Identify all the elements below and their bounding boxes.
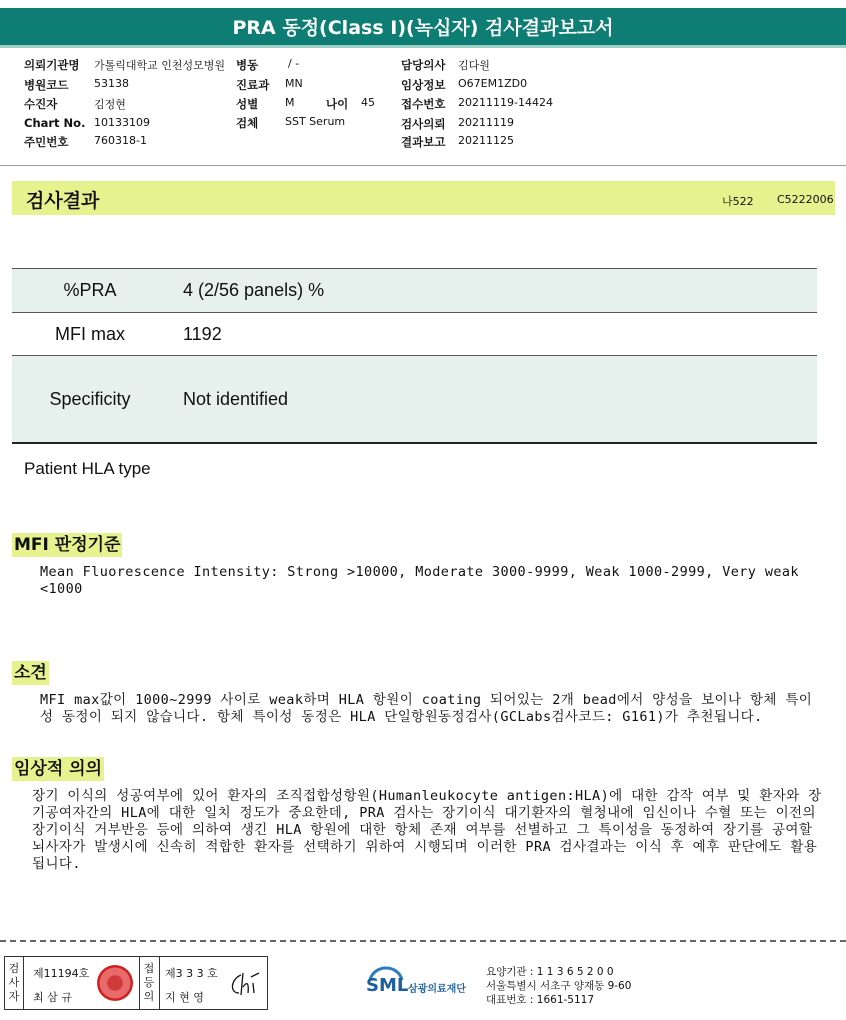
confirm-name: 지 현 영 <box>165 991 204 1004</box>
report-title: PRA 동정(Class I)(녹십자) 검사결과보고서 <box>0 8 846 48</box>
finding-title: 소견 <box>14 663 47 683</box>
confirm-license: 제3 3 3 호 <box>165 967 218 980</box>
clinical-title: 임상적 의의 <box>14 759 103 779</box>
inspector-name: 최 삼 규 <box>33 991 72 1004</box>
patient-hla-type: Patient HLA type <box>24 459 151 478</box>
request-label: 검사의뢰 <box>401 117 446 131</box>
report-label: 결과보고 <box>401 135 446 149</box>
requester-value: 가톨릭대학교 인천성모병원 <box>94 59 226 72</box>
seal-icon <box>97 965 133 1001</box>
table-row <box>12 356 817 444</box>
signature-icon <box>227 969 263 999</box>
row-value: 1192 <box>183 324 222 344</box>
divider <box>23 957 24 1009</box>
age-label: 나이 <box>326 97 349 111</box>
hospital-code-label: 병원코드 <box>24 78 69 92</box>
doctor-value: 김다원 <box>458 59 490 72</box>
doctor-label: 담당의사 <box>401 58 446 72</box>
clinical-text: 장기 이식의 성공여부에 있어 환자의 조직접합성항원(Humanleukocyte antigen:HLA)에 대한 감작 여부 및 환자와 장기공여자간의 HLA에 대한 일치 정도가 중요한데, PRA 검사는 장기이식 대기환자의 혈청내에 임신이나 수혈 또는 이전의 장기이식 거부반응 등에 의하여 생긴 HLA 항원에 대한 항체 존재 여부를 선별하고 그 특이성을 동정하여 장기를 공여할 뇌사자가 발생시에 신속히 적합한 환자를 선택하기 위하여 시행되며 이러한 PRA 검사결과는 이식 후 예후 판단에도 활용됩니다. <box>32 788 825 872</box>
sex-value: M <box>285 96 295 109</box>
clinical-label: 임상정보 <box>401 78 446 92</box>
footer-divider <box>0 940 846 942</box>
requester-label: 의뢰기관명 <box>24 58 80 72</box>
mfi-title: MFI 판정기준 <box>14 535 121 555</box>
age-value: 45 <box>361 96 375 109</box>
patient-label: 수진자 <box>24 97 58 111</box>
agency-no: 요양기관 : 1 1 3 6 5 2 0 0 <box>486 966 614 978</box>
mfi-text: Mean Fluorescence Intensity: Strong >10000, Moderate 3000-9999, Weak 1000-2999, Very weak <1000 <box>40 564 808 597</box>
sex-label: 성별 <box>236 97 259 111</box>
signature-box <box>4 956 268 1010</box>
divider <box>139 957 140 1009</box>
row-value: Not identified <box>183 389 289 409</box>
dept-value: MN <box>285 77 303 90</box>
result-heading: 검사결과 <box>26 190 100 212</box>
sml-logo-text: SML <box>366 975 409 996</box>
resident-label: 주민번호 <box>24 135 69 149</box>
row-value: 4 (2/56 panels) % <box>183 280 325 300</box>
table-row <box>12 313 817 356</box>
receipt-value: 20211119-14424 <box>458 96 553 109</box>
request-value: 20211119 <box>458 116 514 129</box>
specimen-label: 검체 <box>236 116 259 130</box>
phone: 대표번호 : 1661-5117 <box>486 994 595 1006</box>
patient-info <box>0 54 846 166</box>
resident-value: 760318-1 <box>94 134 147 147</box>
table-row <box>12 269 817 313</box>
confirm-label: 접등의 <box>143 962 155 1003</box>
sml-logo-sub: 삼광의료재단 <box>408 984 466 995</box>
chart-value: 10133109 <box>94 116 150 129</box>
divider <box>159 957 160 1009</box>
report-value: 20211125 <box>458 134 514 147</box>
inspector-license: 제11194호 <box>33 967 90 980</box>
result-code-1: 나522 <box>722 195 754 208</box>
address: 서울특별시 서초구 양재동 9-60 <box>486 980 632 992</box>
row-key: %PRA <box>63 280 117 300</box>
result-table <box>12 268 817 444</box>
finding-text: MFI max값이 1000~2999 사이로 weak하며 HLA 항원이 coating 되어있는 2개 bead에서 양성을 보이나 항체 특이성 동정이 되지 않습니다. 항체 특이성 동정은 HLA 단일항원동정검사(GCLabs검사코드: G161)가 추천됩니다. <box>40 692 813 725</box>
ward-value: / - <box>288 57 300 70</box>
row-key: Specificity <box>49 389 131 409</box>
inspector-label: 검사자 <box>8 962 20 1003</box>
hospital-code-value: 53138 <box>94 77 129 90</box>
clinical-value: O67EM1ZD0 <box>458 77 528 90</box>
chart-label: Chart No. <box>24 116 86 130</box>
result-heading-bar <box>12 181 835 215</box>
result-code-2: C5222006 <box>777 193 834 206</box>
receipt-label: 접수번호 <box>401 97 446 111</box>
ward-label: 병동 <box>236 58 259 72</box>
specimen-value: SST Serum <box>285 115 346 128</box>
patient-value: 김정현 <box>94 98 126 111</box>
row-key: MFI max <box>55 324 125 344</box>
sml-logo <box>366 962 476 1006</box>
dept-label: 진료과 <box>236 78 270 92</box>
